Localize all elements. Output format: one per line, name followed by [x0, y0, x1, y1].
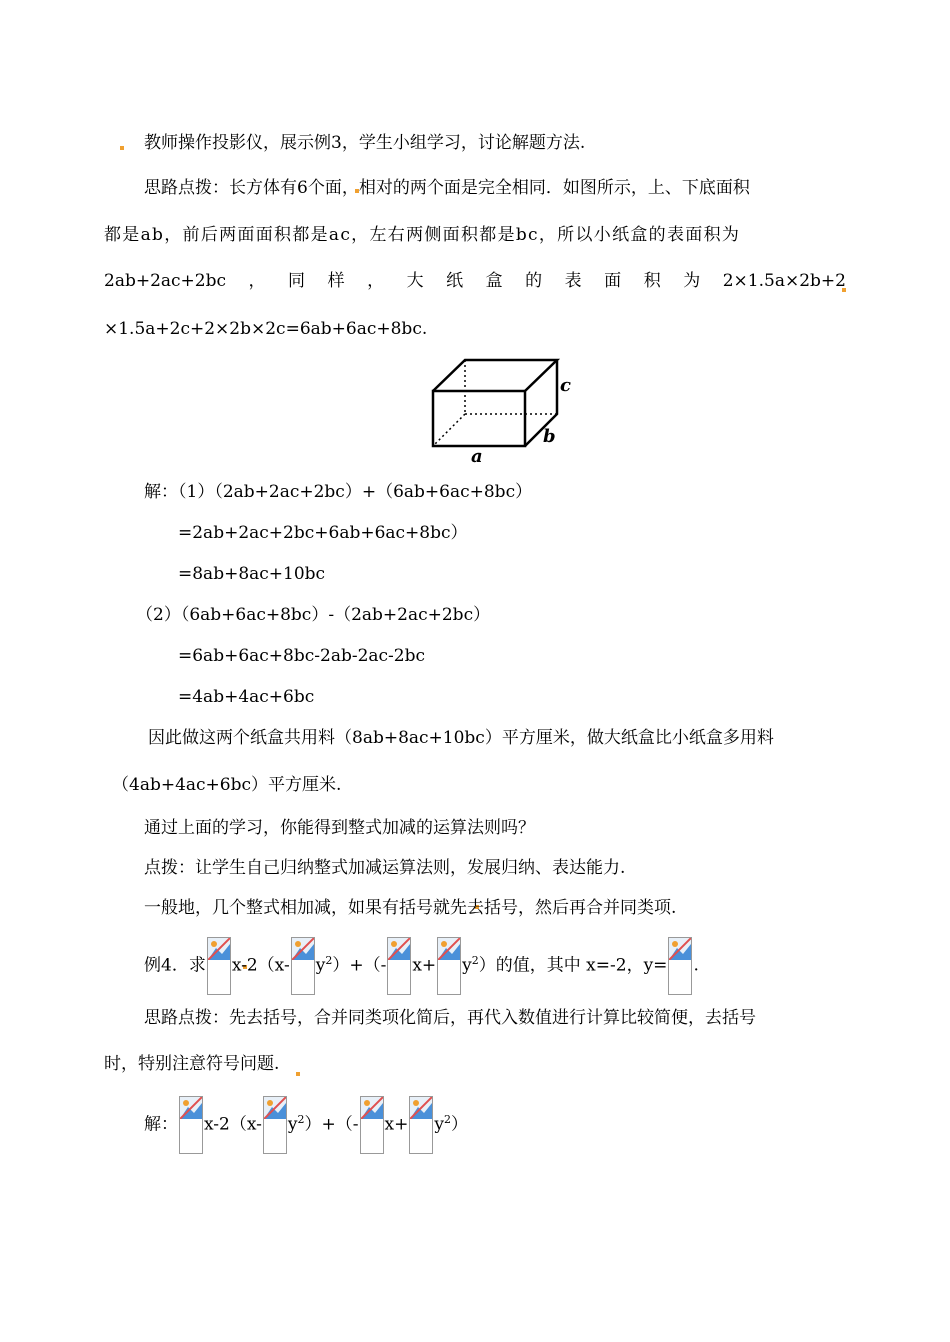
- text-seg: 表: [564, 271, 582, 291]
- marker-dot: [120, 146, 124, 150]
- text-seg: y: [315, 955, 326, 976]
- solution-example-4: [144, 1092, 468, 1154]
- text-seg: x+: [384, 1114, 409, 1135]
- paragraph-teacher: 教师操作投影仪，展示例3，学生小组学习，讨论解题方法.: [144, 133, 586, 153]
- text-seg: ，: [248, 271, 266, 291]
- text-seg: 例4．求: [144, 955, 206, 976]
- broken-image-icon: [207, 937, 231, 995]
- text-seg: y: [462, 955, 472, 976]
- text-seg: .: [693, 955, 699, 976]
- broken-image-icon: [387, 937, 411, 995]
- text-seg: 2×1.5a×2b+2: [722, 271, 846, 291]
- text-seg: x-2（x-: [231, 955, 290, 976]
- hint-line: 点拨：让学生自己归纳整式加减运算法则，发展归纳、表达能力.: [144, 858, 626, 878]
- solution-line: =2ab+2ac+2bc+6ab+6ac+8bc）: [178, 523, 468, 543]
- superscript: 2: [297, 1113, 305, 1126]
- text-seg: 2ab+2ac+2bc: [104, 271, 227, 291]
- hint-line-2-cont: 时，特别注意符号问题.: [104, 1054, 280, 1074]
- solution-line: =8ab+8ac+10bc: [178, 564, 326, 584]
- text-seg: y: [287, 1114, 298, 1135]
- text-seg: 解：: [144, 1114, 178, 1135]
- broken-image-icon: [291, 937, 315, 995]
- superscript: 2: [443, 1113, 451, 1126]
- text-seg: 纸: [446, 271, 464, 291]
- superscript: 2: [471, 954, 479, 967]
- label-c: c: [560, 375, 571, 396]
- marker-dot: [296, 1072, 300, 1076]
- paragraph-hint-end: ×1.5a+2c+2×2b×2c=6ab+6ac+8bc.: [104, 319, 428, 339]
- broken-image-icon: [668, 937, 692, 995]
- text-seg: ）: [450, 1114, 468, 1135]
- text-seg: y: [434, 1114, 444, 1135]
- text-seg: 盒: [485, 271, 503, 291]
- text-seg: 大: [406, 271, 424, 291]
- text-seg: 的: [525, 271, 543, 291]
- text-seg: 积: [643, 271, 661, 291]
- text-seg: 同: [288, 271, 306, 291]
- solution-line: =4ab+4ac+6bc: [178, 687, 315, 707]
- example-4-line: [144, 933, 699, 995]
- broken-image-icon: [179, 1096, 203, 1154]
- text-seg: x-2（x-: [204, 1114, 262, 1135]
- solution-line: =6ab+6ac+8bc-2ab-2ac-2bc: [178, 646, 426, 666]
- text-seg: ，: [367, 271, 385, 291]
- solution-line: 解：（1）（2ab+2ac+2bc）+（6ab+6ac+8bc）: [144, 482, 533, 502]
- paragraph-hint-cont: 都是ab，前后两面面积都是ac，左右两侧面积都是bc，所以小纸盒的表面积为: [104, 225, 741, 245]
- broken-image-icon: [360, 1096, 384, 1154]
- conclusion-line: （4ab+4ac+6bc）平方厘米.: [112, 775, 342, 795]
- text-seg: 面: [604, 271, 622, 291]
- broken-image-icon: [409, 1096, 433, 1154]
- broken-image-icon: [437, 937, 461, 995]
- label-b: b: [543, 426, 556, 447]
- broken-image-icon: [263, 1096, 287, 1154]
- label-a: a: [471, 446, 483, 467]
- paragraph-hint-spread: [104, 270, 846, 292]
- text-seg: 为: [683, 271, 701, 291]
- text-seg: ）+（-: [332, 955, 387, 976]
- superscript: 2: [325, 954, 333, 967]
- question-line: 通过上面的学习，你能得到整式加减的运算法则吗？: [144, 818, 535, 838]
- text-seg: ）的值，其中 x=-2，y=: [478, 955, 668, 976]
- hint-line-2: 思路点拨：先去括号，合并同类项化简后，再代入数值进行计算比较简便，去括号: [144, 1008, 756, 1028]
- text-seg: ）+（-: [304, 1114, 359, 1135]
- rule-line: 一般地，几个整式相加减，如果有括号就先去括号，然后再合并同类项.: [144, 898, 677, 918]
- cuboid-figure: [425, 354, 575, 469]
- solution-line: （2）（6ab+6ac+8bc）-（2ab+2ac+2bc）: [136, 605, 491, 625]
- paragraph-hint: 思路点拨：长方体有6个面，相对的两个面是完全相同．如图所示，上、下底面积: [144, 178, 750, 198]
- conclusion-line: 因此做这两个纸盒共用料（8ab+8ac+10bc）平方厘米，做大纸盒比小纸盒多用料: [148, 728, 774, 748]
- text-seg: x+: [412, 955, 437, 976]
- text-seg: 样: [327, 271, 345, 291]
